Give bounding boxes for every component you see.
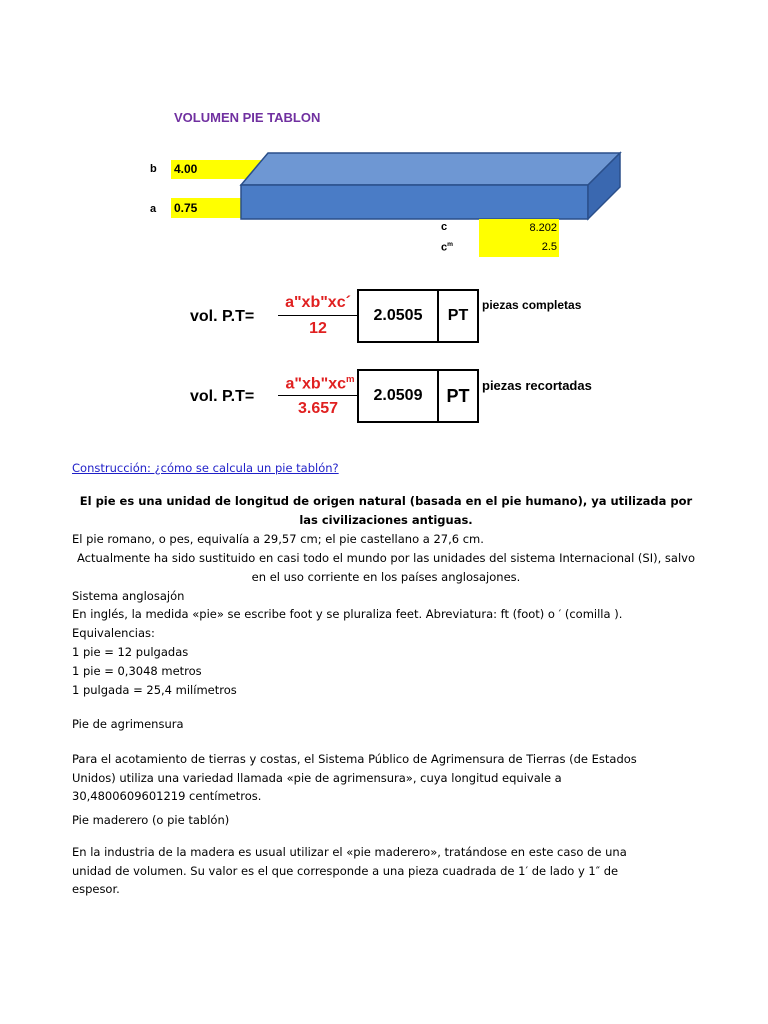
a-value-cell[interactable]: 0.75	[171, 198, 243, 218]
maderero-paragraph: En la industria de la madera es usual utilizar el «pie maderero», tratándose en este caso de una unidad de volumen. Su valor es el que corresponde a una pieza cuadrada de 1′ de lado y 1″ de espesor.	[72, 845, 627, 896]
formula1-denominator: 12	[309, 320, 327, 337]
equivalencia-1: 1 pie = 12 pulgadas	[72, 645, 189, 659]
formula1-unit: PT	[437, 291, 477, 341]
b-value-cell[interactable]: 4.00	[171, 160, 271, 179]
formula2-result-box	[357, 369, 479, 423]
cm-value-cell[interactable]: 2.5	[479, 238, 559, 257]
a-label: a	[150, 203, 157, 215]
equivalencia-2: 1 pie = 0,3048 metros	[72, 664, 202, 678]
formula1-label: vol. P.T=	[190, 308, 255, 325]
formula2-fraction-bar	[278, 395, 358, 396]
line-pie-romano: El pie romano, o pes, equivalía a 29,57 cm; el pie castellano a 27,6 cm.	[72, 532, 484, 546]
construccion-link[interactable]: Construcción: ¿cómo se calcula un pie tablón?	[72, 461, 339, 475]
board-front-face	[241, 185, 588, 219]
board-3d-diagram	[238, 150, 622, 222]
formula2-numerator: $a"xb"xc^m$	[285, 374, 355, 393]
c-value-cell[interactable]: 8.202	[479, 219, 559, 238]
formula1-note: piezas completas	[482, 298, 582, 312]
board-top-face	[241, 153, 620, 185]
agrimensura-title: Pie de agrimensura	[72, 717, 184, 731]
cm-label: $c^m$	[441, 241, 453, 254]
formula2-note: piezas recortadas	[482, 378, 592, 393]
equivalencias-label: Equivalencias:	[72, 626, 155, 640]
agrimensura-paragraph: Para el acotamiento de tierras y costas, el Sistema Público de Agrimensura de Tierras (de Estados Unidos) utiliza una variedad llamada «pie de agrimensura», cuya longitud equivale a 30,4800609601219 centímetros.	[72, 752, 637, 803]
equivalencia-3: 1 pulgada = 25,4 milímetros	[72, 683, 237, 697]
paragraph-sistema-internacional: Actualmente ha sido sustituido en casi todo el mundo por las unidades del sistema Internacional (SI), salvo en el uso corriente en los países anglosajones.	[77, 551, 695, 584]
b-label: b	[150, 163, 157, 175]
formula1-fraction-bar	[278, 315, 358, 316]
formula2-result: 2.0509	[373, 387, 423, 404]
formula2-denominator: 3.657	[297, 400, 339, 417]
formula1-result-box	[357, 289, 479, 343]
sistema-anglosajon: Sistema anglosajón	[72, 589, 185, 603]
page-title: VOLUMEN PIE TABLON	[174, 110, 321, 125]
formula2-label: vol. P.T=	[190, 388, 255, 405]
c-label: c	[441, 221, 448, 233]
formula1-result: 2.0505	[373, 307, 423, 324]
line-ingles: En inglés, la medida «pie» se escribe foot y se pluraliza feet. Abreviatura: ft (foot) o ′ (comilla ).	[72, 607, 623, 621]
formula2-unit: PT	[437, 371, 477, 421]
paragraph-pie-origen: El pie es una unidad de longitud de origen natural (basada en el pie humano), ya utilizada por las civilizaciones antiguas.	[79, 494, 693, 527]
formula1-numerator: a"xb"xc´	[285, 294, 351, 311]
maderero-title: Pie maderero (o pie tablón)	[72, 813, 230, 827]
